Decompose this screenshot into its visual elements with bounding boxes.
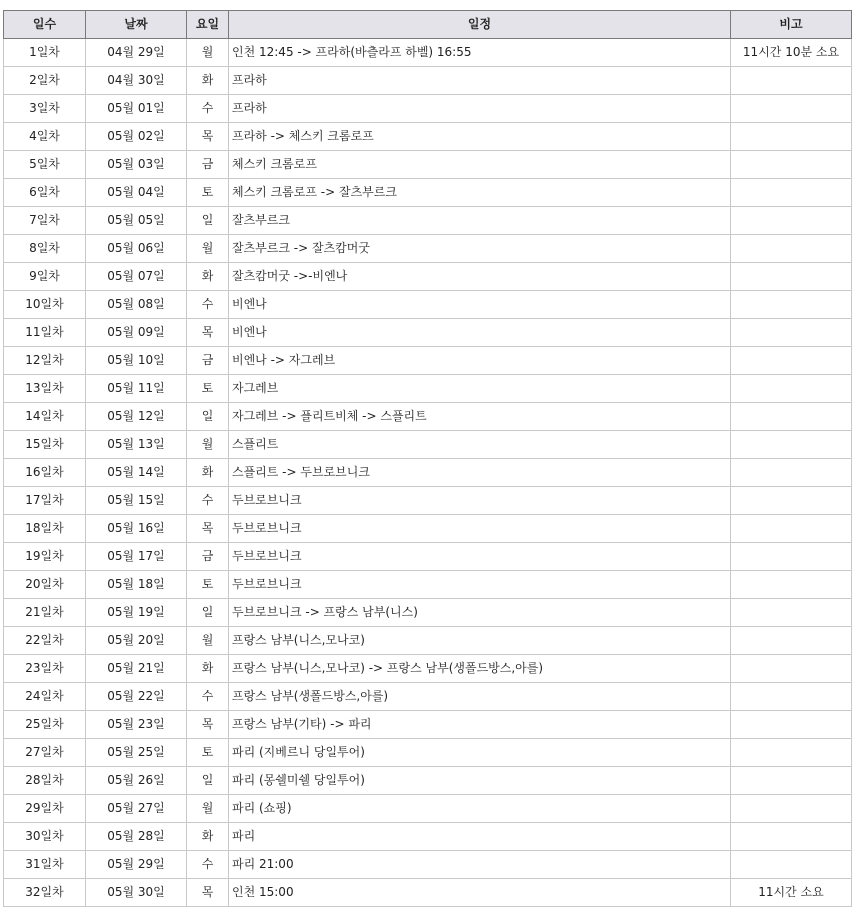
cell-dow[interactable]: 금	[187, 543, 229, 571]
cell-date[interactable]: 05월 07일	[86, 263, 187, 291]
table-row	[4, 319, 852, 347]
cell-plan[interactable]: 비엔나 -> 자그레브	[229, 347, 731, 375]
cell-date[interactable]: 05월 01일	[86, 95, 187, 123]
cell-day[interactable]: 15일차	[4, 431, 86, 459]
cell-dow[interactable]: 일	[187, 207, 229, 235]
cell-plan[interactable]: 파리 (쇼핑)	[229, 795, 731, 823]
cell-note[interactable]	[731, 263, 852, 291]
table-row	[4, 487, 852, 515]
cell-plan[interactable]: 파리 21:00	[229, 851, 731, 879]
cell-day[interactable]: 9일차	[4, 263, 86, 291]
cell-dow[interactable]: 수	[187, 95, 229, 123]
cell-date[interactable]: 05월 08일	[86, 291, 187, 319]
header-plan[interactable]: 일정	[229, 11, 731, 39]
cell-day[interactable]: 10일차	[4, 291, 86, 319]
cell-day[interactable]: 32일차	[4, 879, 86, 907]
table-row	[4, 39, 852, 67]
cell-day[interactable]: 31일차	[4, 851, 86, 879]
cell-day[interactable]: 3일차	[4, 95, 86, 123]
cell-note[interactable]	[731, 431, 852, 459]
table-row	[4, 879, 852, 907]
cell-day[interactable]: 16일차	[4, 459, 86, 487]
table-row	[4, 823, 852, 851]
cell-day[interactable]: 12일차	[4, 347, 86, 375]
cell-note[interactable]	[731, 795, 852, 823]
cell-dow[interactable]: 화	[187, 263, 229, 291]
cell-date[interactable]: 05월 03일	[86, 151, 187, 179]
table-row	[4, 179, 852, 207]
cell-note[interactable]	[731, 291, 852, 319]
cell-note[interactable]: 11시간 10분 소요	[731, 39, 852, 67]
table-row	[4, 459, 852, 487]
cell-day[interactable]: 1일차	[4, 39, 86, 67]
cell-date[interactable]: 05월 11일	[86, 375, 187, 403]
cell-plan[interactable]: 두브로브니크	[229, 543, 731, 571]
cell-note[interactable]	[731, 851, 852, 879]
cell-plan[interactable]: 인천 12:45 -> 프라하(바츨라프 하벨) 16:55	[229, 39, 731, 67]
cell-date[interactable]: 05월 26일	[86, 767, 187, 795]
cell-plan[interactable]: 자그레브	[229, 375, 731, 403]
header-day[interactable]: 일수	[4, 11, 86, 39]
cell-date[interactable]: 05월 16일	[86, 515, 187, 543]
cell-dow[interactable]: 토	[187, 375, 229, 403]
cell-day[interactable]: 24일차	[4, 683, 86, 711]
cell-plan[interactable]: 프랑스 남부(생폴드방스,아를)	[229, 683, 731, 711]
cell-plan[interactable]: 프라하	[229, 67, 731, 95]
cell-date[interactable]: 05월 12일	[86, 403, 187, 431]
cell-date[interactable]: 05월 23일	[86, 711, 187, 739]
table-row	[4, 683, 852, 711]
cell-dow[interactable]: 월	[187, 795, 229, 823]
cell-plan[interactable]: 스플리트	[229, 431, 731, 459]
cell-date[interactable]: 04월 29일	[86, 39, 187, 67]
cell-plan[interactable]: 프라하 -> 체스키 크롬로프	[229, 123, 731, 151]
table-row	[4, 207, 852, 235]
cell-dow[interactable]: 목	[187, 879, 229, 907]
cell-note[interactable]	[731, 711, 852, 739]
cell-day[interactable]: 4일차	[4, 123, 86, 151]
header-row	[4, 11, 852, 39]
cell-day[interactable]: 30일차	[4, 823, 86, 851]
cell-dow[interactable]: 금	[187, 151, 229, 179]
cell-note[interactable]	[731, 319, 852, 347]
cell-day[interactable]: 25일차	[4, 711, 86, 739]
cell-dow[interactable]: 월	[187, 627, 229, 655]
cell-dow[interactable]: 토	[187, 739, 229, 767]
cell-note[interactable]	[731, 767, 852, 795]
cell-day[interactable]: 14일차	[4, 403, 86, 431]
cell-date[interactable]: 05월 18일	[86, 571, 187, 599]
cell-note[interactable]	[731, 151, 852, 179]
cell-plan[interactable]: 두브로브니크	[229, 487, 731, 515]
cell-dow[interactable]: 목	[187, 123, 229, 151]
cell-date[interactable]: 05월 02일	[86, 123, 187, 151]
cell-date[interactable]: 05월 22일	[86, 683, 187, 711]
table-body	[4, 39, 852, 907]
table-row	[4, 571, 852, 599]
table-header	[4, 11, 852, 39]
table-row	[4, 543, 852, 571]
cell-plan[interactable]: 두브로브니크	[229, 571, 731, 599]
cell-day[interactable]: 23일차	[4, 655, 86, 683]
cell-date[interactable]: 05월 15일	[86, 487, 187, 515]
cell-dow[interactable]: 일	[187, 403, 229, 431]
cell-day[interactable]: 21일차	[4, 599, 86, 627]
cell-date[interactable]: 05월 04일	[86, 179, 187, 207]
table-row	[4, 655, 852, 683]
header-note[interactable]: 비고	[731, 11, 852, 39]
cell-dow[interactable]: 수	[187, 683, 229, 711]
cell-plan[interactable]: 잘츠부르크	[229, 207, 731, 235]
cell-plan[interactable]: 스플리트 -> 두브로브니크	[229, 459, 731, 487]
cell-day[interactable]: 8일차	[4, 235, 86, 263]
cell-dow[interactable]: 수	[187, 291, 229, 319]
cell-plan[interactable]: 자그레브 -> 플리트비체 -> 스플리트	[229, 403, 731, 431]
cell-day[interactable]: 5일차	[4, 151, 86, 179]
cell-plan[interactable]: 파리	[229, 823, 731, 851]
cell-day[interactable]: 27일차	[4, 739, 86, 767]
cell-note[interactable]	[731, 67, 852, 95]
header-date[interactable]: 날짜	[86, 11, 187, 39]
cell-day[interactable]: 28일차	[4, 767, 86, 795]
table-row	[4, 291, 852, 319]
cell-dow[interactable]: 목	[187, 319, 229, 347]
cell-date[interactable]: 05월 25일	[86, 739, 187, 767]
cell-plan[interactable]: 두브로브니크 -> 프랑스 남부(니스)	[229, 599, 731, 627]
cell-plan[interactable]: 두브로브니크	[229, 515, 731, 543]
cell-date[interactable]: 05월 29일	[86, 851, 187, 879]
cell-note[interactable]	[731, 235, 852, 263]
cell-dow[interactable]: 목	[187, 711, 229, 739]
table-row	[4, 95, 852, 123]
table-row	[4, 711, 852, 739]
table-row	[4, 851, 852, 879]
table-row	[4, 375, 852, 403]
cell-dow[interactable]: 월	[187, 431, 229, 459]
table-row	[4, 123, 852, 151]
cell-dow[interactable]: 화	[187, 67, 229, 95]
table-row	[4, 263, 852, 291]
cell-date[interactable]: 05월 20일	[86, 627, 187, 655]
cell-day[interactable]: 7일차	[4, 207, 86, 235]
cell-date[interactable]: 05월 28일	[86, 823, 187, 851]
cell-dow[interactable]: 토	[187, 179, 229, 207]
table-row	[4, 67, 852, 95]
cell-plan[interactable]: 인천 15:00	[229, 879, 731, 907]
cell-date[interactable]: 05월 30일	[86, 879, 187, 907]
cell-note[interactable]	[731, 739, 852, 767]
cell-plan[interactable]: 프라하	[229, 95, 731, 123]
cell-plan[interactable]: 비엔나	[229, 291, 731, 319]
cell-day[interactable]: 6일차	[4, 179, 86, 207]
header-dow[interactable]: 요일	[187, 11, 229, 39]
cell-plan[interactable]: 프랑스 남부(니스,모나코)	[229, 627, 731, 655]
cell-date[interactable]: 04월 30일	[86, 67, 187, 95]
cell-day[interactable]: 29일차	[4, 795, 86, 823]
cell-plan[interactable]: 프랑스 남부(니스,모나코) -> 프랑스 남부(생폴드방스,아를)	[229, 655, 731, 683]
cell-day[interactable]: 18일차	[4, 515, 86, 543]
cell-note[interactable]	[731, 347, 852, 375]
cell-note[interactable]	[731, 823, 852, 851]
cell-dow[interactable]: 토	[187, 571, 229, 599]
cell-dow[interactable]: 화	[187, 823, 229, 851]
table-row	[4, 599, 852, 627]
cell-date[interactable]: 05월 14일	[86, 459, 187, 487]
cell-date[interactable]: 05월 27일	[86, 795, 187, 823]
cell-note[interactable]	[731, 655, 852, 683]
cell-day[interactable]: 2일차	[4, 67, 86, 95]
table-row	[4, 515, 852, 543]
cell-note[interactable]	[731, 683, 852, 711]
table-row	[4, 403, 852, 431]
cell-note[interactable]: 11시간 소요	[731, 879, 852, 907]
cell-note[interactable]	[731, 599, 852, 627]
table-row	[4, 767, 852, 795]
cell-plan[interactable]: 프랑스 남부(기타) -> 파리	[229, 711, 731, 739]
cell-date[interactable]: 05월 05일	[86, 207, 187, 235]
cell-plan[interactable]: 파리 (몽쉘미쉘 당일투어)	[229, 767, 731, 795]
cell-note[interactable]	[731, 179, 852, 207]
cell-note[interactable]	[731, 571, 852, 599]
cell-day[interactable]: 20일차	[4, 571, 86, 599]
cell-note[interactable]	[731, 95, 852, 123]
cell-date[interactable]: 05월 13일	[86, 431, 187, 459]
cell-date[interactable]: 05월 17일	[86, 543, 187, 571]
cell-plan[interactable]: 체스키 크롬로프	[229, 151, 731, 179]
cell-day[interactable]: 11일차	[4, 319, 86, 347]
cell-plan[interactable]: 파리 (지베르니 당일투어)	[229, 739, 731, 767]
cell-dow[interactable]: 수	[187, 851, 229, 879]
table-row	[4, 347, 852, 375]
table-row	[4, 151, 852, 179]
cell-note[interactable]	[731, 459, 852, 487]
table-row	[4, 795, 852, 823]
cell-dow[interactable]: 화	[187, 459, 229, 487]
cell-day[interactable]: 17일차	[4, 487, 86, 515]
cell-note[interactable]	[731, 627, 852, 655]
table-row	[4, 431, 852, 459]
cell-dow[interactable]: 일	[187, 767, 229, 795]
cell-note[interactable]	[731, 543, 852, 571]
cell-note[interactable]	[731, 375, 852, 403]
cell-plan[interactable]: 잘츠부르크 -> 잘츠캄머굿	[229, 235, 731, 263]
cell-note[interactable]	[731, 207, 852, 235]
cell-dow[interactable]: 금	[187, 347, 229, 375]
cell-date[interactable]: 05월 10일	[86, 347, 187, 375]
cell-note[interactable]	[731, 403, 852, 431]
cell-note[interactable]	[731, 123, 852, 151]
cell-plan[interactable]: 잘츠캄머굿 ->-비엔나	[229, 263, 731, 291]
cell-plan[interactable]: 비엔나	[229, 319, 731, 347]
cell-day[interactable]: 19일차	[4, 543, 86, 571]
cell-plan[interactable]: 체스키 크롬로프 -> 잘츠부르크	[229, 179, 731, 207]
cell-dow[interactable]: 수	[187, 487, 229, 515]
cell-dow[interactable]: 월	[187, 39, 229, 67]
cell-date[interactable]: 05월 09일	[86, 319, 187, 347]
table-row	[4, 627, 852, 655]
cell-dow[interactable]: 목	[187, 515, 229, 543]
table-row	[4, 235, 852, 263]
cell-date[interactable]: 05월 21일	[86, 655, 187, 683]
cell-note[interactable]	[731, 487, 852, 515]
cell-date[interactable]: 05월 06일	[86, 235, 187, 263]
cell-dow[interactable]: 일	[187, 599, 229, 627]
cell-dow[interactable]: 월	[187, 235, 229, 263]
cell-note[interactable]	[731, 515, 852, 543]
itinerary-table	[3, 10, 852, 907]
cell-day[interactable]: 22일차	[4, 627, 86, 655]
cell-date[interactable]: 05월 19일	[86, 599, 187, 627]
cell-day[interactable]: 13일차	[4, 375, 86, 403]
cell-dow[interactable]: 화	[187, 655, 229, 683]
table-row	[4, 739, 852, 767]
